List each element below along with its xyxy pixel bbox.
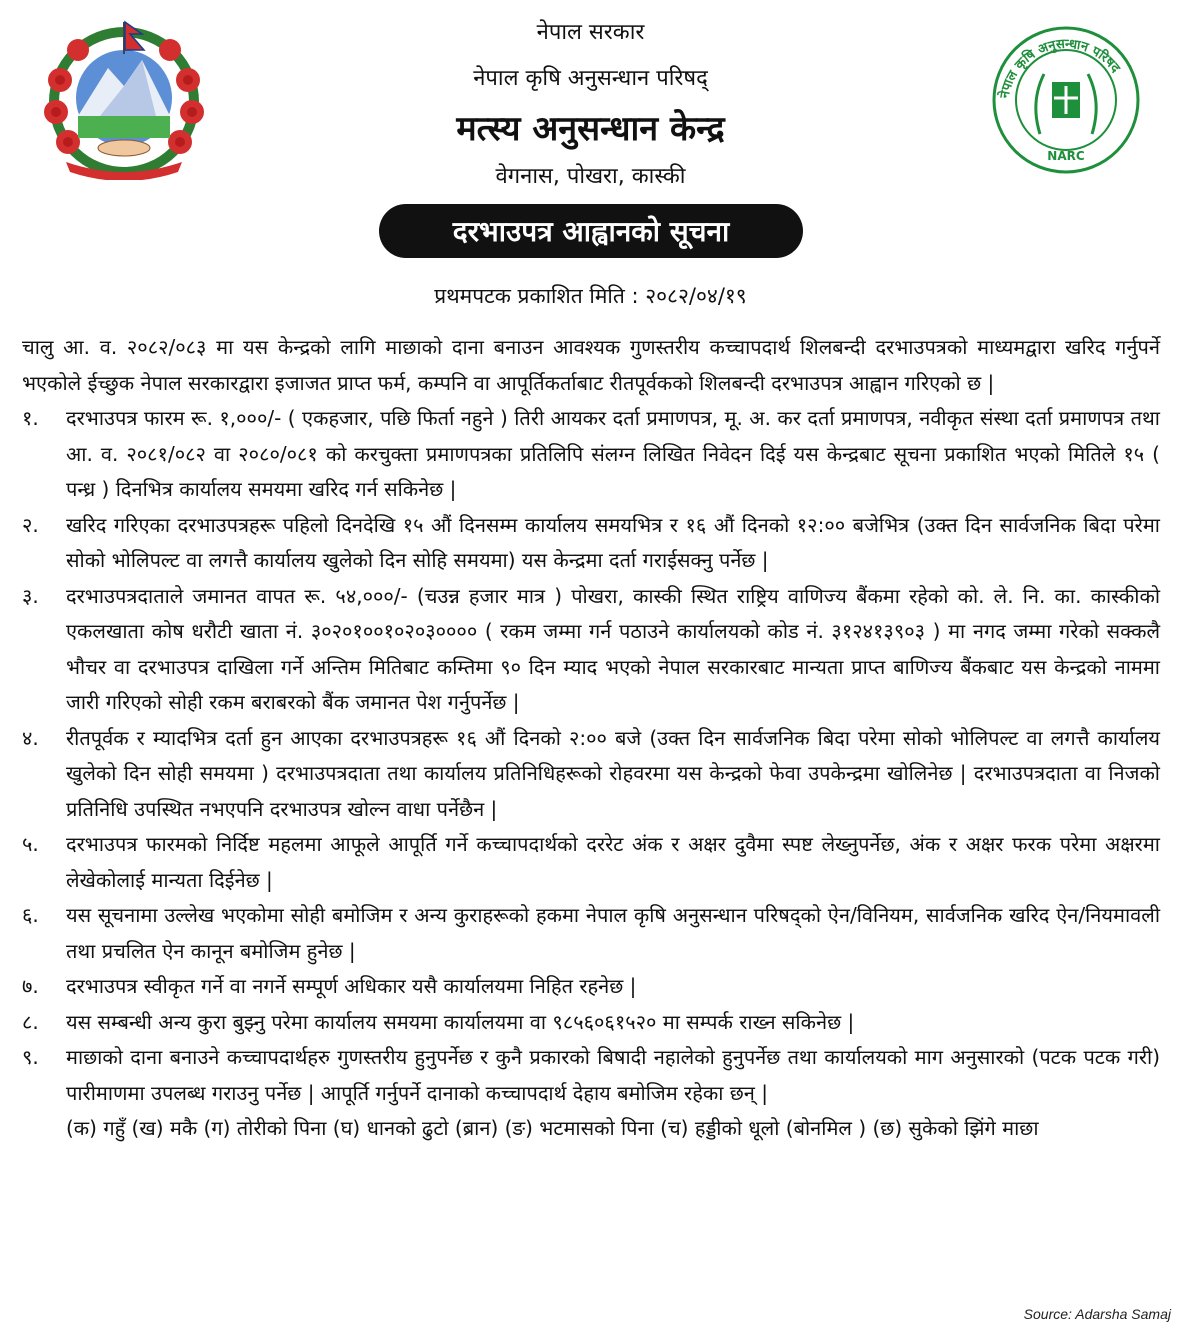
government-line: नेपाल सरकार [536, 20, 645, 45]
narc-ring-text: नेपाल कृषि अनुसन्धान परिषद [997, 36, 1123, 100]
list-item [22, 508, 1160, 579]
notice-title [379, 204, 803, 258]
item-number: ९. [22, 1045, 39, 1069]
source-credit: Source: Adarsha Samaj [1023, 1306, 1171, 1322]
notice-title-text: दरभाउपत्र आह्वानको सूचना [452, 215, 730, 248]
item-text: यस सूचनामा उल्लेख भएकोमा सोही बमोजिम र अन्य कुराहरूको हकमा नेपाल कृषि अनुसन्धान परिषद्को ऐन/विनियम, सार्वजनिक खरिद ऐन/नियमावली तथा प्रचलित ऐन कानून बमोजिम हुनेछ | [66, 903, 1160, 963]
item-text: खरिद गरिएका दरभाउपत्रहरू पहिलो दिनदेखि १५ औं दिनसम्म कार्यालय समयभित्र र १६ औं दिनको १२:०० बजेभित्र (उक्त दिन सार्वजनिक बिदा परेमा सोको भोलिपल्ट वा लगत्तै कार्यालय खुलेको दिन सोहि समयमा) यस केन्द्रमा दर्ता गराईसक्नु पर्नेछ | [66, 512, 1160, 572]
notice-body [22, 330, 1160, 1147]
item-number: ४. [22, 725, 39, 750]
list-item [22, 898, 1160, 969]
item-text: यस सम्बन्धी अन्य कुरा बुझ्नु परेमा कार्यालय समयमा कार्यालयमा वा ९८५६०६१५२० मा सम्पर्क राख्न सकिनेछ | [66, 1009, 855, 1034]
item-number: ७. [22, 974, 39, 998]
item-number: ६. [22, 903, 39, 927]
list-item [22, 1005, 1160, 1041]
item-number: ३. [22, 583, 39, 608]
list-item [22, 721, 1160, 828]
publish-date: प्रथमपटक प्रकाशित मिति : २०८२/०४/१९ [434, 284, 747, 308]
materials-list: (क) गहुँ (ख) मकै (ग) तोरीको पिना (घ) धानको ढुटो (ब्रान) (ङ) भटमासको पिना (च) हड्डीको धूलो (बोनमिल ) (छ) सुकेको झिंगे माछा [66, 1116, 1039, 1140]
list-item [22, 579, 1160, 721]
item-text: दरभाउपत्रदाताले जमानत वापत रू. ५४,०००/- (चउन्न हजार मात्र ) पोखरा, कास्की स्थित राष्ट्रिय वाणिज्य बैंकमा रहेको को. ले. नि. का. कास्कीको एकलखाता कोष धरौटी खाता नं. ३०२०१००१०२०३०००० ( रकम जम्मा गर्न पठाउने कार्यालयको कोड नं. ३१२४१३९०३ ) मा नगद जम्मा गरेको सक्कलै भौचर वा दरभाउपत्र दाखिला गर्ने अन्तिम मितिबाट कम्तिमा ९० दिन म्याद भएको नेपाल सरकारबाट मान्यता प्राप्त बाणिज्य बैंकबाट यस केन्द्रको नाममा जारी गरिएको सोही रकम बराबरको बैंक जमानत पेश गर्नुपर्नेछ | [66, 583, 1160, 714]
office-name: मत्स्य अनुसन्धान केन्द्र [456, 109, 725, 149]
council-line: नेपाल कृषि अनुसन्धान परिषद् [473, 66, 708, 91]
list-item [22, 401, 1160, 508]
item-number: १. [22, 406, 39, 430]
item-number: ८. [22, 1009, 39, 1034]
item-text: दरभाउपत्र फारम रू. १,०००/- ( एकहजार, पछि फिर्ता नहुने ) तिरी आयकर दर्ता प्रमाणपत्र, मू. अ. कर दर्ता प्रमाणपत्र, नवीकृत संस्था दर्ता प्रमाणपत्र तथा आ. व. २०८१/०८२ वा २०८०/०८१ को करचुक्ता प्रमाणपत्रका प्रतिलिपि संलग्न लिखित निवेदन दिई यस केन्द्रबाट सूचना प्रकाशित भएको मितिले १५ ( पन्ध्र ) दिनभित्र कार्यालय समयमा खरिद गर्न सकिनेछ | [66, 406, 1160, 501]
item-text: माछाको दाना बनाउने कच्चापदार्थहरु गुणस्तरीय हुनुपर्नेछ र कुनै प्रकारको बिषादी नहालेको हुनुपर्नेछ तथा कार्यालयको माग अनुसारको (पटक पटक गरी) पारीमाणमा उपलब्ध गराउनु पर्नेछ | आपूर्ति गर्नुपर्ने दानाको कच्चापदार्थ देहाय बमोजिम रहेका छन् | [66, 1045, 1160, 1105]
item-number: ५. [22, 832, 39, 856]
narc-label: NARC [1047, 149, 1085, 163]
intro-paragraph: चालु आ. व. २०८२/०८३ मा यस केन्द्रको लागि माछाको दाना बनाउन आवश्यक गुणस्तरीय कच्चापदार्थ शिलबन्दी दरभाउपत्रको माध्यमद्वारा खरिद गर्नुपर्ने भएकोले ईच्छुक नेपाल सरकारद्वारा इजाजत प्राप्त फर्म, कम्पनि वा आपूर्तिकर्ताबाट रीतपूर्वकको शिलबन्दी दरभाउपत्र आह्वान गरिएको छ | [22, 335, 1160, 395]
list-item [22, 969, 1160, 1005]
office-address: वेगनास, पोखरा, कास्की [495, 164, 686, 189]
item-text: दरभाउपत्र फारमको निर्दिष्ट महलमा आफूले आपूर्ति गर्ने कच्चापदार्थको दररेट अंक र अक्षर दुवैमा स्पष्ट लेख्नुपर्नेछ, अंक र अक्षर फरक परेमा अक्षरमा लेखेकोलाई मान्यता दिईनेछ | [66, 832, 1160, 892]
item-number: २. [22, 512, 39, 537]
list-item [22, 1040, 1160, 1111]
item-text: रीतपूर्वक र म्यादभित्र दर्ता हुन आएका दरभाउपत्रहरू १६ औं दिनको २:०० बजे (उक्त दिन सार्वजनिक बिदा परेमा सोको भोलिपल्ट वा लगत्तै कार्यालय खुलेको दिन सोही समयमा ) दरभाउपत्रदाता तथा कार्यालय प्रतिनिधिहरूको रोहवरमा यस केन्द्रको फेवा उपकेन्द्रमा खोलिनेछ | दरभाउपत्रदाता वा निजको प्रतिनिधि उपस्थित नभएपनि दरभाउपत्र खोल्न वाधा पर्नेछैन | [66, 725, 1160, 821]
item-text: दरभाउपत्र स्वीकृत गर्ने वा नगर्ने सम्पूर्ण अधिकार यसै कार्यालयमा निहित रहनेछ | [66, 974, 637, 998]
notice-header [0, 0, 1181, 330]
narc-logo [982, 22, 1150, 182]
list-item [22, 827, 1160, 898]
